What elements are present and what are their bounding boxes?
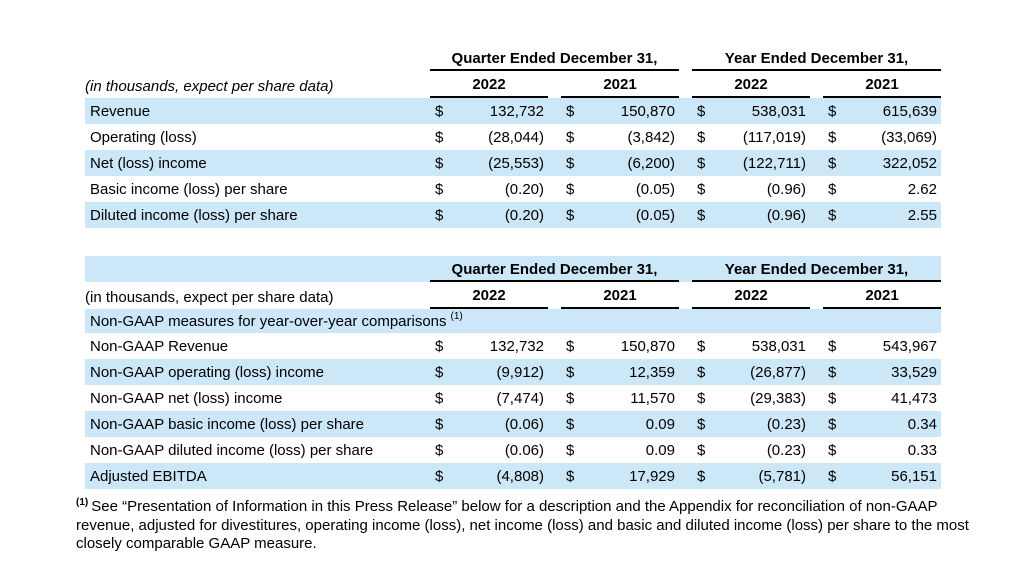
cell-y2021 [823, 98, 941, 124]
row-label: Adjusted EBITDA [90, 467, 207, 485]
cell-q2022 [430, 124, 548, 150]
dollar-sign: $ [435, 337, 444, 355]
cell-value: (3,842) [627, 128, 675, 146]
footnote-marker: (1) [76, 497, 89, 508]
year-header-y2021: 2021 [823, 282, 941, 309]
cell-y2021 [823, 333, 941, 359]
gaap-year-header-row [85, 71, 941, 98]
cell-value: (0.96) [766, 206, 806, 224]
dollar-sign: $ [828, 102, 837, 120]
cell-value: (6,200) [627, 154, 675, 172]
table-row-operating-loss [85, 124, 941, 150]
cell-value: 543,967 [882, 337, 937, 355]
cell-value: (117,019) [742, 128, 806, 146]
cell-q2021 [561, 359, 679, 385]
dollar-sign: $ [566, 389, 575, 407]
cell-y2022 [692, 437, 810, 463]
dollar-sign: $ [828, 206, 837, 224]
year-group-header: Year Ended December 31, [692, 256, 941, 282]
dollar-sign: $ [566, 337, 575, 355]
section-header: Non-GAAP measures for year-over-year comparisons $^{(1)}$ [90, 311, 463, 330]
row-label: Non-GAAP Revenue [90, 337, 229, 355]
dollar-sign: $ [828, 363, 837, 381]
cell-y2022 [692, 359, 810, 385]
cell-q2021 [561, 437, 679, 463]
non-gaap-group-header-row [85, 256, 941, 282]
cell-value: (0.20) [504, 206, 544, 224]
non-gaap-table [85, 256, 941, 489]
dollar-sign: $ [435, 180, 444, 198]
dollar-sign: $ [697, 180, 706, 198]
cell-q2021 [561, 150, 679, 176]
cell-value: 0.34 [907, 415, 937, 433]
cell-value: (4,808) [496, 467, 544, 485]
dollar-sign: $ [697, 337, 706, 355]
cell-y2022 [692, 124, 810, 150]
cell-q2022 [430, 411, 548, 437]
gaap-table [85, 45, 941, 228]
dollar-sign: $ [566, 467, 575, 485]
cell-value: (26,877) [750, 363, 806, 381]
cell-q2021 [561, 385, 679, 411]
cell-value: 538,031 [751, 102, 806, 120]
dollar-sign: $ [435, 441, 444, 459]
dollar-sign: $ [566, 206, 575, 224]
cell-value: 0.33 [907, 441, 937, 459]
dollar-sign: $ [435, 415, 444, 433]
dollar-sign: $ [828, 128, 837, 146]
quarter-group-header: Quarter Ended December 31, [430, 45, 679, 71]
year-header-y2022: 2022 [692, 282, 810, 309]
dollar-sign: $ [566, 363, 575, 381]
dollar-sign: $ [566, 415, 575, 433]
cell-q2021 [561, 411, 679, 437]
cell-q2022 [430, 437, 548, 463]
row-label: Non-GAAP net (loss) income [90, 389, 283, 407]
cell-value: (0.05) [635, 206, 675, 224]
dollar-sign: $ [697, 415, 706, 433]
dollar-sign: $ [435, 363, 444, 381]
cell-y2022 [692, 333, 810, 359]
cell-q2021 [561, 333, 679, 359]
cell-value: 615,639 [882, 102, 937, 120]
footnote [76, 494, 984, 554]
group-header-spacer [85, 45, 417, 71]
cell-value: 12,359 [629, 363, 675, 381]
cell-value: 2.62 [907, 180, 937, 198]
row-label: Basic income (loss) per share [90, 180, 288, 198]
table-row-adjusted-ebitda [85, 463, 941, 489]
dollar-sign: $ [435, 154, 444, 172]
row-label: Net (loss) income [90, 154, 207, 172]
year-header-q2022: 2022 [430, 282, 548, 309]
year-header-y2021: 2021 [823, 71, 941, 98]
year-header-q2021: 2021 [561, 282, 679, 309]
dollar-sign: $ [828, 415, 837, 433]
cell-q2021 [561, 202, 679, 228]
year-group-header: Year Ended December 31, [692, 45, 941, 71]
dollar-sign: $ [697, 102, 706, 120]
cell-value: 132,732 [489, 337, 544, 355]
cell-value: 132,732 [489, 102, 544, 120]
cell-value: (25,553) [488, 154, 544, 172]
cell-value: 33,529 [891, 363, 937, 381]
dollar-sign: $ [697, 467, 706, 485]
row-label: Revenue [90, 102, 151, 120]
cell-value: (29,383) [750, 389, 806, 407]
table-note: (in thousands, expect per share data) [85, 289, 334, 306]
cell-y2021 [823, 150, 941, 176]
cell-value: 11,570 [630, 389, 675, 407]
cell-q2022 [430, 333, 548, 359]
cell-value: 538,031 [751, 337, 806, 355]
cell-q2022 [430, 463, 548, 489]
cell-y2021 [823, 359, 941, 385]
group-header-spacer [85, 256, 417, 282]
dollar-sign: $ [566, 441, 575, 459]
dollar-sign: $ [566, 102, 575, 120]
cell-value: 150,870 [620, 102, 675, 120]
year-header-q2021: 2021 [561, 71, 679, 98]
dollar-sign: $ [828, 337, 837, 355]
cell-y2021 [823, 385, 941, 411]
dollar-sign: $ [828, 467, 837, 485]
row-label: Diluted income (loss) per share [90, 206, 298, 224]
row-label: Non-GAAP operating (loss) income [90, 363, 324, 381]
row-label: Non-GAAP basic income (loss) per share [90, 415, 364, 433]
table-note: (in thousands, expect per share data) [85, 78, 334, 95]
dollar-sign: $ [828, 154, 837, 172]
dollar-sign: $ [828, 389, 837, 407]
footnote-text: See “Presentation of Information in this Press Release” below for a description and the Appendix for reconciliation of non-GAAP revenue, adjusted for divestitures, operating income (loss), net income (loss) and basic and diluted income (loss) per share to the most closely comparable GAAP measure. [76, 498, 969, 552]
dollar-sign: $ [566, 128, 575, 146]
cell-value: 0.09 [645, 441, 675, 459]
cell-value: (5,781) [758, 467, 806, 485]
table-row-revenue [85, 98, 941, 124]
cell-value: (28,044) [488, 128, 544, 146]
cell-y2022 [692, 202, 810, 228]
table-row-net-loss-income [85, 150, 941, 176]
cell-value: (0.06) [504, 415, 544, 433]
cell-value: (0.96) [766, 180, 806, 198]
cell-q2022 [430, 202, 548, 228]
cell-value: (0.05) [635, 180, 675, 198]
table-row-non-gaap-net [85, 385, 941, 411]
cell-value: (7,474) [496, 389, 544, 407]
cell-y2022 [692, 98, 810, 124]
cell-value: 41,473 [891, 389, 937, 407]
table-spacer [0, 228, 1024, 256]
cell-value: (0.06) [504, 441, 544, 459]
dollar-sign: $ [566, 154, 575, 172]
table-row-non-gaap-diluted-eps [85, 437, 941, 463]
row-label: Operating (loss) [90, 128, 197, 146]
dollar-sign: $ [697, 128, 706, 146]
dollar-sign: $ [435, 128, 444, 146]
cell-q2021 [561, 463, 679, 489]
dollar-sign: $ [697, 363, 706, 381]
cell-y2021 [823, 202, 941, 228]
non-gaap-year-header-row [85, 282, 941, 309]
cell-q2021 [561, 124, 679, 150]
cell-y2021 [823, 411, 941, 437]
dollar-sign: $ [828, 441, 837, 459]
non-gaap-section-row [85, 309, 941, 333]
cell-y2022 [692, 411, 810, 437]
cell-q2022 [430, 359, 548, 385]
cell-y2022 [692, 385, 810, 411]
table-row-diluted-eps [85, 202, 941, 228]
cell-value: (9,912) [496, 363, 544, 381]
year-header-q2022: 2022 [430, 71, 548, 98]
table-row-non-gaap-operating [85, 359, 941, 385]
dollar-sign: $ [828, 180, 837, 198]
dollar-sign: $ [697, 441, 706, 459]
quarter-group-header: Quarter Ended December 31, [430, 256, 679, 282]
year-header-y2022: 2022 [692, 71, 810, 98]
table-row-basic-eps [85, 176, 941, 202]
table-row-non-gaap-revenue [85, 333, 941, 359]
cell-y2022 [692, 463, 810, 489]
dollar-sign: $ [435, 206, 444, 224]
cell-q2022 [430, 385, 548, 411]
cell-q2022 [430, 150, 548, 176]
dollar-sign: $ [435, 102, 444, 120]
row-label: Non-GAAP diluted income (loss) per share [90, 441, 374, 459]
cell-y2021 [823, 124, 941, 150]
cell-q2021 [561, 176, 679, 202]
cell-value: (122,711) [742, 154, 806, 172]
section-header-text: Non-GAAP measures for year-over-year comparisons [90, 312, 447, 330]
dollar-sign: $ [566, 180, 575, 198]
cell-y2022 [692, 176, 810, 202]
dollar-sign: $ [435, 467, 444, 485]
table-row-non-gaap-basic-eps [85, 411, 941, 437]
cell-value: 150,870 [620, 337, 675, 355]
cell-value: 2.55 [907, 206, 937, 224]
cell-value: (0.23) [766, 415, 806, 433]
cell-q2022 [430, 176, 548, 202]
cell-q2022 [430, 98, 548, 124]
cell-value: 0.09 [645, 415, 675, 433]
cell-value: 17,929 [629, 467, 675, 485]
dollar-sign: $ [435, 389, 444, 407]
cell-y2022 [692, 150, 810, 176]
cell-q2021 [561, 98, 679, 124]
cell-value: (0.23) [766, 441, 806, 459]
gaap-group-header-row [85, 45, 941, 71]
dollar-sign: $ [697, 206, 706, 224]
cell-value: (33,069) [881, 128, 937, 146]
cell-value: 56,151 [891, 467, 937, 485]
dollar-sign: $ [697, 154, 706, 172]
dollar-sign: $ [697, 389, 706, 407]
cell-value: 322,052 [882, 154, 937, 172]
cell-y2021 [823, 463, 941, 489]
cell-value: (0.20) [504, 180, 544, 198]
cell-y2021 [823, 437, 941, 463]
cell-y2021 [823, 176, 941, 202]
